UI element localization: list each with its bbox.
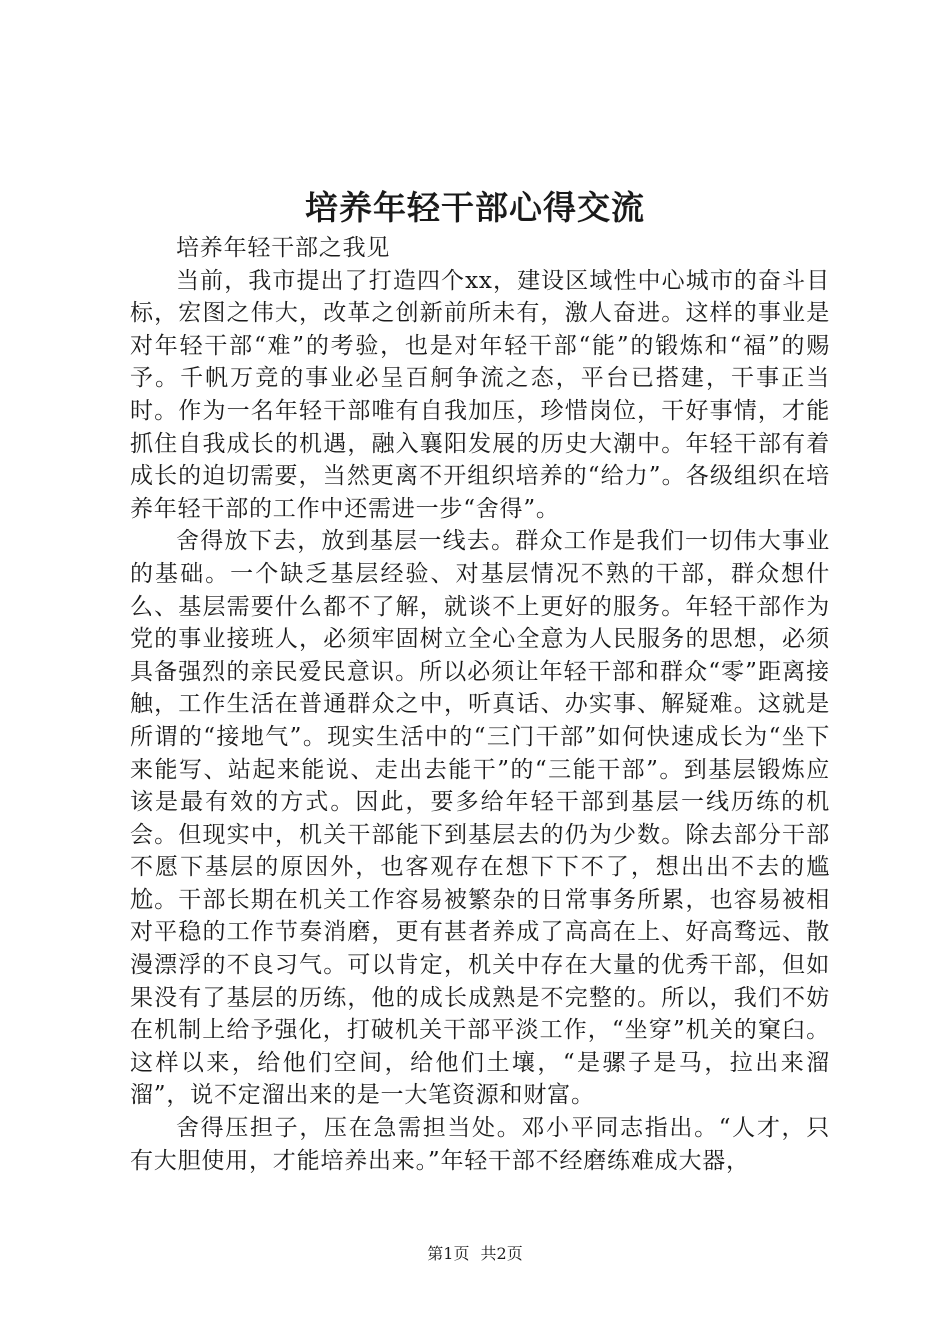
- paragraph: 舍得放下去，放到基层一线去。群众工作是我们一切伟大事业的基础。一个缺乏基层经验、对基层情况不熟的干部，群众想什么、基层需要什么都不了解，就谈不上更好的服务。年轻干部作为党的事业接班人，必须牢固树立全心全意为人民服务的思想，必须具备强烈的亲民爱民意识。所以必须让年轻干部和群众“零”距离接触，工作生活在普通群众之中，听真话、办实事、解疑难。这就是所谓的“接地气”。现实生活中的“三门干部”如何快速成长为“坐下来能写、站起来能说、走出去能干”的“三能干部”。到基层锻炼应该是最有效的方式。因此，要多给年轻干部到基层一线历练的机会。但现实中，机关干部能下到基层去的仍为少数。除去部分干部不愿下基层的原因外，也客观存在想下下不了，想出出不去的尴尬。干部长期在机关工作容易被繁杂的日常事务所累，也容易被相对平稳的工作节奏消磨，更有甚者养成了高高在上、好高骛远、散漫漂浮的不良习气。可以肯定，机关中存在大量的优秀干部，但如果没有了基层的历练，他的成长成熟是不完整的。所以，我们不妨在机制上给予强化，打破机关干部平淡工作，“坐穿”机关的窠臼。这样以来，给他们空间，给他们土壤，“是骡子是马，拉出来溜溜”，说不定溜出来的是一大笔资源和财富。: [130, 528, 830, 1109]
- paragraph: 舍得压担子，压在急需担当处。邓小平同志指出。“人才，只有大胆使用，才能培养出来。”年轻干部不经磨练难成大器，: [130, 1115, 830, 1174]
- paragraph: 当前，我市提出了打造四个xx，建设区域性中心城市的奋斗目标，宏图之伟大，改革之创新前所未有，激人奋进。这样的事业是对年轻干部“难”的考验，也是对年轻干部“能”的锻炼和“福”的赐予。千帆万竞的事业必呈百舸争流之态，平台已搭建，干事正当时。作为一名年轻干部唯有自我加压，珍惜岗位，干好事情，才能抓住自我成长的机遇，融入襄阳发展的历史大潮中。年轻干部有着成长的迫切需要，当然更离不开组织培养的“给力”。各级组织在培养年轻干部的工作中还需进一步“舍得”。: [130, 267, 830, 522]
- document-body: [130, 232, 830, 1177]
- document-title: 培养年轻干部心得交流: [305, 188, 645, 227]
- page-number-current: 第1页: [427, 1244, 470, 1263]
- page-number-total: 共2页: [480, 1244, 523, 1263]
- page-footer: [0, 1243, 950, 1265]
- paragraph-subtitle: 培养年轻干部之我见: [176, 235, 391, 261]
